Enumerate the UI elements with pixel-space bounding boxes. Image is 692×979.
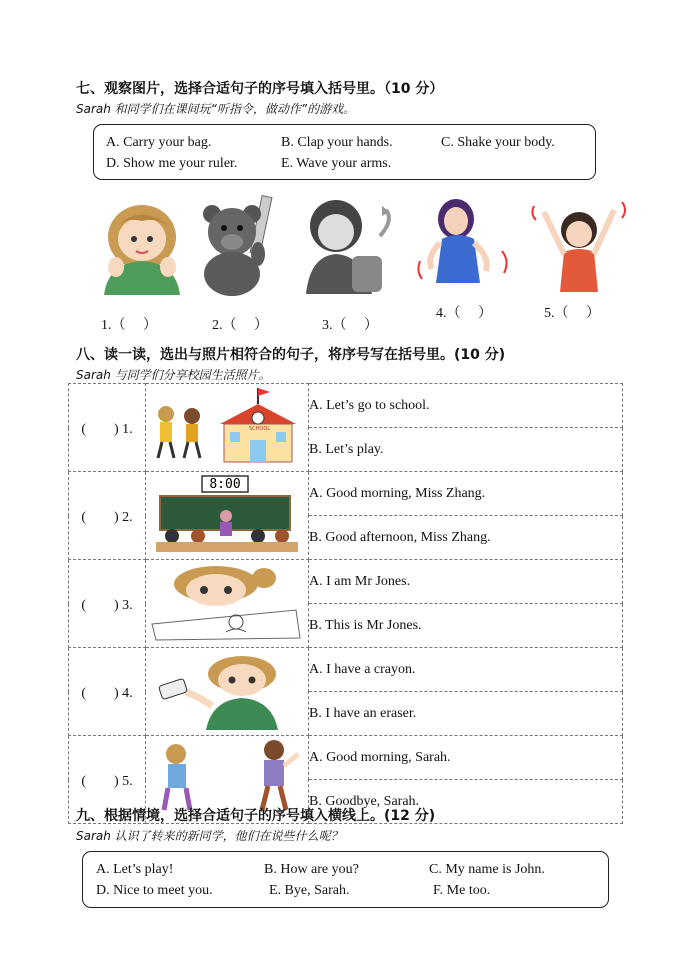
option-e: E. Wave your arms. <box>281 156 392 171</box>
section9-options-box <box>82 851 609 908</box>
option-d: D. Show me your ruler. <box>106 156 238 171</box>
section8-title: 八、读一读，选出与照片相符合的句子，将序号写在括号里。(10 分) <box>76 347 506 363</box>
row-3-option-b: B. This is Mr Jones. <box>309 604 623 648</box>
option-b: B. How are you? <box>264 862 359 877</box>
girl-with-drawing-image <box>146 560 308 642</box>
matching-table <box>68 383 623 824</box>
section9-subtitle: Sarah 认识了转来的新同学，他们在说些什么呢？ <box>76 829 343 843</box>
row-1-number: ( ) 1. <box>69 384 146 472</box>
row-5-number: ( ) 5. <box>69 736 146 824</box>
bear-ruler-image <box>196 192 280 296</box>
table-row <box>69 648 623 692</box>
table-row <box>69 560 623 604</box>
row-4-option-a: A. I have a crayon. <box>309 648 623 692</box>
row-1-option-b: B. Let’s play. <box>309 428 623 472</box>
section8-subtitle: Sarah 与同学们分享校园生活照片。 <box>76 368 271 382</box>
option-e: E. Bye, Sarah. <box>269 883 350 898</box>
boy-bag-image <box>302 196 398 294</box>
girl-waving-image <box>530 192 628 292</box>
clock-text: 8:00 <box>209 477 241 492</box>
kids-going-school-image <box>146 384 308 466</box>
picture-3-label: 3.（ ） <box>322 318 378 333</box>
section7-title: 七、观察图片，选择合适句子的序号填入括号里。（10 分） <box>76 81 444 97</box>
option-c: C. My name is John. <box>429 862 545 877</box>
option-c: C. Shake your body. <box>441 135 555 150</box>
row-4-number: ( ) 4. <box>69 648 146 736</box>
picture-1-label: 1.（ ） <box>101 318 157 333</box>
section7-subtitle: Sarah 和同学们在课间玩“听指令，做动作”的游戏。 <box>76 102 356 116</box>
option-d: D. Nice to meet you. <box>96 883 213 898</box>
girl-clapping-image <box>96 197 186 295</box>
row-4-option-b: B. I have an eraser. <box>309 692 623 736</box>
row-1-option-a: A. Let’s go to school. <box>309 384 623 428</box>
picture-2-label: 2.（ ） <box>212 318 268 333</box>
option-a: A. Let’s play! <box>96 862 174 877</box>
row-3-option-a: A. I am Mr Jones. <box>309 560 623 604</box>
option-b: B. Clap your hands. <box>281 135 393 150</box>
table-row <box>69 384 623 428</box>
table-row <box>69 472 623 516</box>
section9-title: 九、根据情境，选择合适句子的序号填入横线上。(12 分) <box>76 808 436 824</box>
picture-4-label: 4.（ ） <box>436 306 492 321</box>
row-5-option-b: B. Goodbye, Sarah. <box>309 780 623 824</box>
option-f: F. Me too. <box>433 883 491 898</box>
row-2-option-a: A. Good morning, Miss Zhang. <box>309 472 623 516</box>
row-3-number: ( ) 3. <box>69 560 146 648</box>
classroom-clock-image <box>146 472 308 554</box>
girl-shaking-image <box>416 191 518 287</box>
row-2-number: ( ) 2. <box>69 472 146 560</box>
girl-with-eraser-image <box>146 648 308 730</box>
table-row <box>69 736 623 780</box>
school-sign-text: SCHOOL <box>249 426 271 432</box>
option-a: A. Carry your bag. <box>106 135 212 150</box>
row-2-option-b: B. Good afternoon, Miss Zhang. <box>309 516 623 560</box>
section7-options-box <box>93 124 596 180</box>
picture-5-label: 5.（ ） <box>544 306 600 321</box>
row-5-option-a: A. Good morning, Sarah. <box>309 736 623 780</box>
